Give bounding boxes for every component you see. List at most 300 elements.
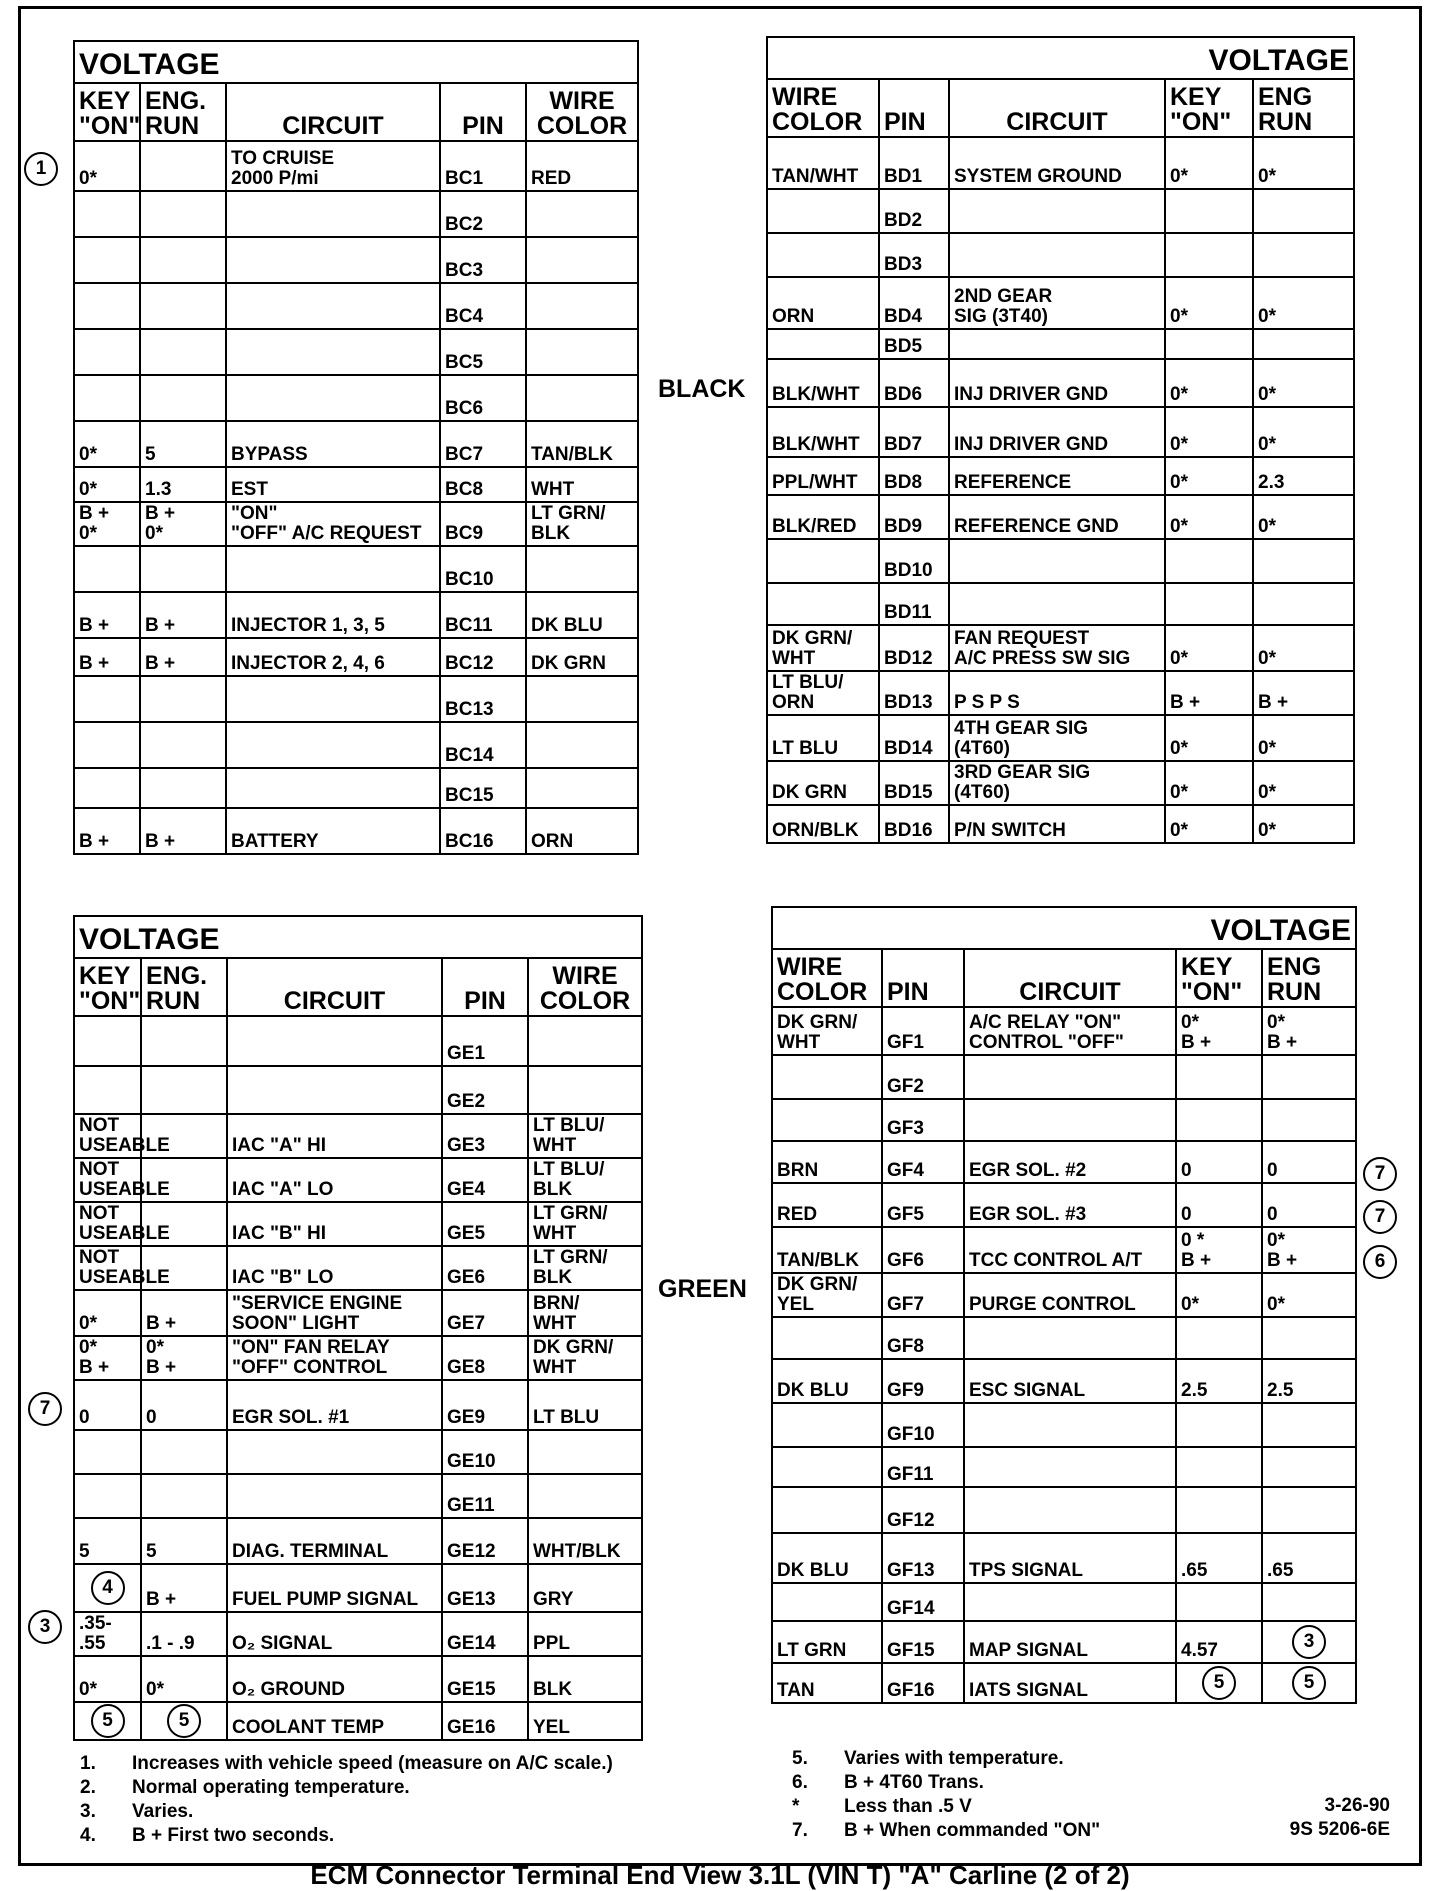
- gf-terminal-table: [771, 906, 1357, 1704]
- table-row: [772, 1583, 1356, 1621]
- table-row: [74, 722, 638, 768]
- table-row: [767, 233, 1354, 277]
- circuit-cell: INJ DRIVER GND: [949, 407, 1165, 457]
- table-row: [767, 137, 1354, 189]
- run-cell: [1262, 1317, 1356, 1359]
- wire-cell: LT GRN/ BLK: [528, 1246, 642, 1290]
- green-connector-label: GREEN: [658, 1275, 747, 1303]
- run-cell: [1262, 1583, 1356, 1621]
- pin-cell: GF1: [882, 1007, 964, 1055]
- wire-cell: [772, 1317, 882, 1359]
- key-cell: [1176, 1487, 1262, 1533]
- run-cell: B +: [1253, 671, 1354, 715]
- circuit-cell: P/N SWITCH: [949, 805, 1165, 843]
- pin-cell: BC13: [440, 676, 526, 722]
- key-cell: 5: [74, 1518, 141, 1564]
- run-cell: [140, 237, 226, 283]
- note-item: 1. Increases with vehicle speed (measure on A/C scale.): [80, 1753, 613, 1774]
- pin-cell: GE11: [442, 1474, 528, 1518]
- note-reference-circle: 3: [1292, 1625, 1326, 1659]
- wire-cell: ORN: [767, 277, 879, 329]
- key-cell: .35- .55: [74, 1612, 141, 1656]
- key-cell: 0*: [74, 421, 140, 467]
- page-caption: ECM Connector Terminal End View 3.1L (VIN T) "A" Carline (2 of 2): [310, 1860, 1130, 1890]
- pin-cell: BC10: [440, 546, 526, 592]
- circuit-cell: TCC CONTROL A/T: [964, 1227, 1176, 1273]
- pin-cell: GE8: [442, 1336, 528, 1380]
- table-row: [74, 283, 638, 329]
- pin-cell: GE2: [442, 1066, 528, 1114]
- run-cell: [1262, 1403, 1356, 1447]
- pin-header: PIN: [442, 958, 528, 1016]
- circuit-cell: IAC "B" LO: [227, 1246, 442, 1290]
- pin-cell: GE15: [442, 1656, 528, 1702]
- run-cell: B +: [141, 1290, 227, 1336]
- circuit-cell: ESC SIGNAL: [964, 1359, 1176, 1403]
- run-cell: [140, 546, 226, 592]
- pin-cell: BC5: [440, 329, 526, 375]
- key-cell: 0*: [1165, 457, 1253, 495]
- run-cell: [1262, 1055, 1356, 1099]
- eng-run-header: ENG. RUN: [141, 958, 227, 1016]
- wire-cell: BLK: [528, 1656, 642, 1702]
- note-item: * Less than .5 V: [792, 1796, 972, 1817]
- wire-cell: LT GRN: [772, 1621, 882, 1663]
- wire-cell: DK BLU: [772, 1359, 882, 1403]
- note-item: 3. Varies.: [80, 1801, 194, 1822]
- key-cell: [74, 1474, 141, 1518]
- wire-cell: [767, 583, 879, 625]
- table-row: [772, 1273, 1356, 1317]
- key-cell: 0*: [1165, 715, 1253, 761]
- wire-color-header: WIRE COLOR: [767, 79, 879, 137]
- table-row: [74, 1518, 642, 1564]
- circuit-cell: [227, 1474, 442, 1518]
- key-cell: [1176, 1099, 1262, 1141]
- key-cell: 0* B +: [74, 1336, 141, 1380]
- key-cell: 0*: [1165, 277, 1253, 329]
- key-cell: 0*: [74, 467, 140, 502]
- run-cell: [1253, 233, 1354, 277]
- circuit-cell: [226, 329, 440, 375]
- wire-cell: LT BLU: [528, 1380, 642, 1430]
- pin-cell: GE13: [442, 1564, 528, 1612]
- run-cell: B +: [140, 592, 226, 638]
- wire-color-header: WIRE COLOR: [772, 949, 882, 1007]
- pin-cell: BC2: [440, 191, 526, 237]
- key-cell: 0 * B +: [1176, 1227, 1262, 1273]
- key-cell: 2.5: [1176, 1359, 1262, 1403]
- circuit-cell: [226, 676, 440, 722]
- key-cell: [74, 676, 140, 722]
- wire-cell: ORN: [526, 808, 638, 854]
- circuit-cell: IAC "B" HI: [227, 1202, 442, 1246]
- circuit-cell: [964, 1403, 1176, 1447]
- run-cell: 0*: [1253, 407, 1354, 457]
- pin-cell: BD13: [879, 671, 949, 715]
- key-cell: [74, 375, 140, 421]
- wire-cell: [526, 676, 638, 722]
- table-row: [74, 1290, 642, 1336]
- circuit-cell: [949, 189, 1165, 233]
- note-reference-circle: 4: [91, 1571, 125, 1605]
- run-cell: [141, 1474, 227, 1518]
- wire-cell: LT BLU: [767, 715, 879, 761]
- circuit-cell: [226, 191, 440, 237]
- eng-run-header: ENG RUN: [1253, 79, 1354, 137]
- run-cell: .1 - .9: [141, 1612, 227, 1656]
- wire-cell: DK GRN/ WHT: [772, 1007, 882, 1055]
- table-row: [767, 277, 1354, 329]
- wire-cell: LT BLU/ WHT: [528, 1114, 642, 1158]
- circuit-cell: COOLANT TEMP: [227, 1702, 442, 1740]
- document-date: 3-26-90: [1324, 1795, 1390, 1816]
- pin-cell: GE5: [442, 1202, 528, 1246]
- wire-color-header: WIRE COLOR: [526, 83, 638, 141]
- table-row: [767, 761, 1354, 805]
- key-cell: [74, 1066, 141, 1114]
- circuit-cell: BYPASS: [226, 421, 440, 467]
- note-marker-gf4: 7: [1363, 1157, 1397, 1191]
- wire-cell: [772, 1583, 882, 1621]
- key-cell: NOT USEABLE: [74, 1114, 141, 1158]
- circuit-cell: 3RD GEAR SIG (4T60): [949, 761, 1165, 805]
- run-cell: [140, 676, 226, 722]
- table-row: [772, 1055, 1356, 1099]
- pin-cell: GE4: [442, 1158, 528, 1202]
- circuit-cell: [964, 1055, 1176, 1099]
- circuit-cell: "ON" FAN RELAY "OFF" CONTROL: [227, 1336, 442, 1380]
- circuit-cell: EST: [226, 467, 440, 502]
- circuit-cell: [964, 1487, 1176, 1533]
- circuit-cell: [226, 722, 440, 768]
- circuit-cell: PURGE CONTROL: [964, 1273, 1176, 1317]
- run-cell: 1.3: [140, 467, 226, 502]
- key-cell: 0*: [1165, 625, 1253, 671]
- pin-cell: BC12: [440, 638, 526, 676]
- table-row: [74, 1430, 642, 1474]
- pin-cell: GF11: [882, 1447, 964, 1487]
- run-cell: [140, 375, 226, 421]
- circuit-cell: [949, 329, 1165, 359]
- run-cell: 0*: [1253, 805, 1354, 843]
- run-cell: [141, 1016, 227, 1066]
- pin-cell: BD5: [879, 329, 949, 359]
- table-row: [74, 1202, 642, 1246]
- pin-cell: GF12: [882, 1487, 964, 1533]
- run-cell: 5: [140, 421, 226, 467]
- key-cell: 0*: [1176, 1273, 1262, 1317]
- wire-cell: [767, 189, 879, 233]
- run-cell: [140, 141, 226, 191]
- pin-cell: BC11: [440, 592, 526, 638]
- key-cell: B +: [74, 638, 140, 676]
- pin-cell: BD1: [879, 137, 949, 189]
- run-cell: [141, 1430, 227, 1474]
- table-row: [74, 421, 638, 467]
- note-reference-circle: 5: [91, 1704, 125, 1738]
- pin-cell: BC4: [440, 283, 526, 329]
- pin-cell: GF15: [882, 1621, 964, 1663]
- table-row: [74, 1380, 642, 1430]
- key-cell: [1165, 583, 1253, 625]
- pin-cell: BD7: [879, 407, 949, 457]
- key-cell: B +: [74, 808, 140, 854]
- run-cell: [1262, 1663, 1356, 1703]
- key-cell: .65: [1176, 1533, 1262, 1583]
- key-cell: 0*: [1165, 359, 1253, 407]
- note-item: 5. Varies with temperature.: [792, 1748, 1064, 1769]
- table-row: [767, 671, 1354, 715]
- wire-cell: ORN/BLK: [767, 805, 879, 843]
- table-row: [74, 329, 638, 375]
- table-row: [74, 1612, 642, 1656]
- wire-cell: [772, 1099, 882, 1141]
- circuit-cell: FUEL PUMP SIGNAL: [227, 1564, 442, 1612]
- pin-cell: BD12: [879, 625, 949, 671]
- key-cell: [1176, 1403, 1262, 1447]
- key-cell: 0*: [1165, 761, 1253, 805]
- circuit-header: CIRCUIT: [949, 79, 1165, 137]
- table-row: [772, 1099, 1356, 1141]
- table-row: [772, 1359, 1356, 1403]
- run-cell: B +: [141, 1564, 227, 1612]
- pin-cell: BC8: [440, 467, 526, 502]
- voltage-heading: VOLTAGE: [772, 907, 1356, 949]
- circuit-cell: [227, 1430, 442, 1474]
- table-row: [74, 592, 638, 638]
- table-row: [74, 1474, 642, 1518]
- circuit-cell: [226, 546, 440, 592]
- table-row: [772, 1317, 1356, 1359]
- key-cell: [74, 283, 140, 329]
- key-cell: [74, 1702, 141, 1740]
- key-cell: 0*: [74, 141, 140, 191]
- key-cell: NOT USEABLE: [74, 1158, 141, 1202]
- run-cell: B + 0*: [140, 502, 226, 546]
- circuit-cell: [949, 539, 1165, 583]
- table-row: [767, 359, 1354, 407]
- wire-cell: [528, 1066, 642, 1114]
- pin-cell: GE9: [442, 1380, 528, 1430]
- run-cell: B +: [140, 808, 226, 854]
- key-cell: NOT USEABLE: [74, 1246, 141, 1290]
- key-cell: 4.57: [1176, 1621, 1262, 1663]
- run-cell: [141, 1702, 227, 1740]
- wire-cell: [772, 1403, 882, 1447]
- wire-cell: WHT/BLK: [528, 1518, 642, 1564]
- table-row: [772, 1533, 1356, 1583]
- circuit-cell: [949, 233, 1165, 277]
- wire-cell: BLK/RED: [767, 495, 879, 539]
- circuit-cell: TPS SIGNAL: [964, 1533, 1176, 1583]
- pin-cell: GE12: [442, 1518, 528, 1564]
- pin-cell: GE7: [442, 1290, 528, 1336]
- run-cell: B +: [140, 638, 226, 676]
- circuit-header: CIRCUIT: [226, 83, 440, 141]
- black-connector-label: BLACK: [658, 375, 746, 403]
- pin-cell: GF5: [882, 1183, 964, 1227]
- table-row: [767, 189, 1354, 233]
- wire-cell: LT GRN/ WHT: [528, 1202, 642, 1246]
- table-row: [767, 539, 1354, 583]
- note-marker-ge9: 7: [28, 1392, 62, 1426]
- circuit-cell: 2ND GEAR SIG (3T40): [949, 277, 1165, 329]
- pin-cell: BD6: [879, 359, 949, 407]
- table-row: [772, 1621, 1356, 1663]
- table-row: [74, 502, 638, 546]
- note-marker-ge14: 3: [28, 1610, 62, 1644]
- pin-cell: GE1: [442, 1016, 528, 1066]
- table-row: [74, 1066, 642, 1114]
- wire-cell: LT BLU/ ORN: [767, 671, 879, 715]
- run-cell: 0: [141, 1380, 227, 1430]
- pin-cell: GF7: [882, 1273, 964, 1317]
- circuit-cell: [964, 1447, 1176, 1487]
- wire-cell: DK GRN: [526, 638, 638, 676]
- pin-header: PIN: [882, 949, 964, 1007]
- note-marker-bc1: 1: [24, 152, 58, 186]
- table-row: [74, 1114, 642, 1158]
- circuit-header: CIRCUIT: [964, 949, 1176, 1007]
- wire-cell: [526, 722, 638, 768]
- circuit-cell: [226, 283, 440, 329]
- run-cell: 0*: [1253, 137, 1354, 189]
- wire-cell: [528, 1016, 642, 1066]
- table-row: [767, 715, 1354, 761]
- wire-cell: DK GRN/ WHT: [528, 1336, 642, 1380]
- wire-cell: [528, 1430, 642, 1474]
- key-cell: [74, 546, 140, 592]
- wire-cell: TAN/WHT: [767, 137, 879, 189]
- key-cell: [1176, 1583, 1262, 1621]
- note-reference-circle: 5: [1202, 1666, 1236, 1700]
- pin-cell: BC6: [440, 375, 526, 421]
- circuit-cell: REFERENCE: [949, 457, 1165, 495]
- key-cell: [74, 191, 140, 237]
- run-cell: [140, 329, 226, 375]
- key-cell: 0*: [74, 1656, 141, 1702]
- table-row: [74, 638, 638, 676]
- circuit-cell: 4TH GEAR SIG (4T60): [949, 715, 1165, 761]
- circuit-cell: BATTERY: [226, 808, 440, 854]
- key-cell: [74, 1564, 141, 1612]
- run-cell: .65: [1262, 1533, 1356, 1583]
- key-cell: [1165, 539, 1253, 583]
- key-cell: 0*: [1165, 805, 1253, 843]
- wire-cell: BLK/WHT: [767, 359, 879, 407]
- table-row: [74, 1158, 642, 1202]
- key-cell: [1165, 189, 1253, 233]
- pin-cell: GF16: [882, 1663, 964, 1703]
- table-row: [772, 1447, 1356, 1487]
- pin-cell: BC15: [440, 768, 526, 808]
- wire-cell: RED: [526, 141, 638, 191]
- wire-cell: BLK/WHT: [767, 407, 879, 457]
- run-cell: [1262, 1099, 1356, 1141]
- table-row: [772, 1663, 1356, 1703]
- wire-cell: RED: [772, 1183, 882, 1227]
- pin-cell: GF14: [882, 1583, 964, 1621]
- pin-cell: GE16: [442, 1702, 528, 1740]
- run-cell: [1253, 539, 1354, 583]
- pin-cell: BD16: [879, 805, 949, 843]
- wire-cell: [526, 191, 638, 237]
- run-cell: 0*: [1253, 495, 1354, 539]
- pin-cell: GF3: [882, 1099, 964, 1141]
- key-cell: [74, 237, 140, 283]
- run-cell: 0* B +: [141, 1336, 227, 1380]
- wire-cell: [526, 768, 638, 808]
- key-cell: 0*: [1165, 495, 1253, 539]
- pin-cell: GE6: [442, 1246, 528, 1290]
- key-cell: 0* B +: [1176, 1007, 1262, 1055]
- wire-cell: TAN/BLK: [526, 421, 638, 467]
- table-row: [74, 375, 638, 421]
- pin-cell: GF4: [882, 1141, 964, 1183]
- key-cell: [1176, 1317, 1262, 1359]
- voltage-heading: VOLTAGE: [767, 37, 1354, 79]
- wire-cell: [767, 233, 879, 277]
- wire-cell: YEL: [528, 1702, 642, 1740]
- key-cell: 0*: [1165, 407, 1253, 457]
- key-on-header: KEY "ON": [74, 958, 141, 1016]
- circuit-cell: [227, 1066, 442, 1114]
- table-row: [772, 1141, 1356, 1183]
- table-row: [767, 625, 1354, 671]
- table-row: [74, 676, 638, 722]
- key-on-header: KEY "ON": [1176, 949, 1262, 1007]
- key-cell: B +: [1165, 671, 1253, 715]
- pin-cell: GF9: [882, 1359, 964, 1403]
- circuit-cell: REFERENCE GND: [949, 495, 1165, 539]
- run-cell: [140, 768, 226, 808]
- circuit-cell: IAC "A" HI: [227, 1114, 442, 1158]
- pin-cell: GE10: [442, 1430, 528, 1474]
- run-cell: 0*: [1253, 625, 1354, 671]
- circuit-cell: [964, 1099, 1176, 1141]
- note-item: 6. B + 4T60 Trans.: [792, 1772, 984, 1793]
- run-cell: 0: [1262, 1141, 1356, 1183]
- run-cell: 2.3: [1253, 457, 1354, 495]
- pin-cell: BC3: [440, 237, 526, 283]
- key-cell: [1165, 233, 1253, 277]
- key-cell: NOT USEABLE: [74, 1202, 141, 1246]
- key-cell: [1176, 1055, 1262, 1099]
- eng-run-header: ENG RUN: [1262, 949, 1356, 1007]
- pin-cell: BD8: [879, 457, 949, 495]
- ge-terminal-table: [73, 915, 643, 1741]
- wire-cell: [772, 1487, 882, 1533]
- bd-terminal-table: [766, 36, 1355, 844]
- circuit-cell: MAP SIGNAL: [964, 1621, 1176, 1663]
- key-on-header: KEY "ON": [74, 83, 140, 141]
- wire-cell: LT BLU/ BLK: [528, 1158, 642, 1202]
- wire-cell: [526, 283, 638, 329]
- pin-cell: BC9: [440, 502, 526, 546]
- wire-cell: BRN: [772, 1141, 882, 1183]
- table-row: [74, 1016, 642, 1066]
- table-row: [772, 1403, 1356, 1447]
- pin-cell: BD4: [879, 277, 949, 329]
- table-row: [74, 808, 638, 854]
- circuit-cell: P S P S: [949, 671, 1165, 715]
- note-marker-gf6: 6: [1363, 1245, 1397, 1279]
- table-row: [74, 1336, 642, 1380]
- wire-cell: [767, 329, 879, 359]
- table-row: [74, 1702, 642, 1740]
- circuit-cell: DIAG. TERMINAL: [227, 1518, 442, 1564]
